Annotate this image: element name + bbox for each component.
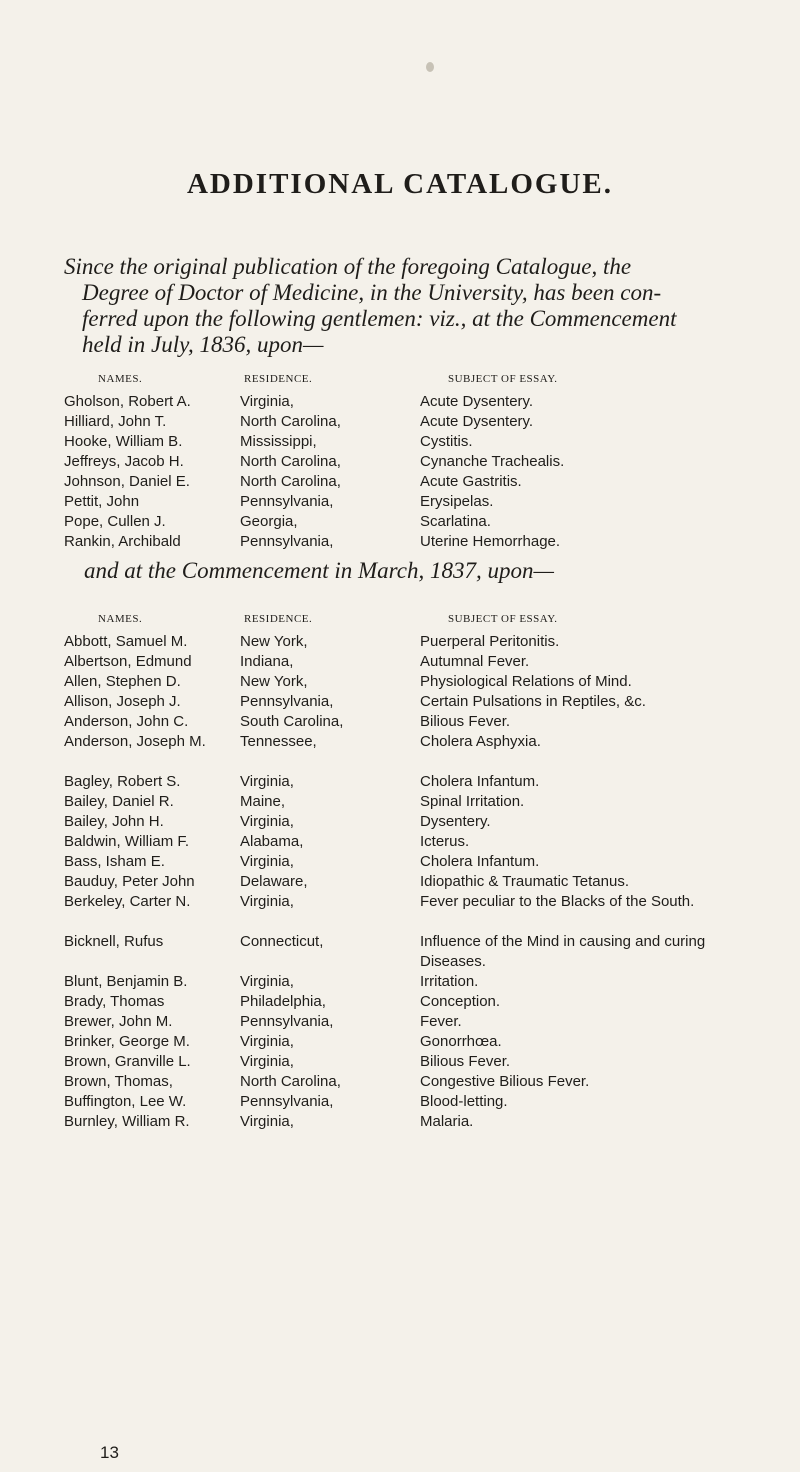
name-cell: Bailey, John H. bbox=[64, 813, 164, 830]
subject-cell: Certain Pulsations in Reptiles, &c. bbox=[420, 693, 646, 710]
residence-cell: Mississippi, bbox=[240, 433, 317, 450]
table-row bbox=[64, 1112, 734, 1132]
subject-cell: Uterine Hemorrhage. bbox=[420, 533, 561, 550]
name-cell: Albertson, Edmund bbox=[64, 653, 192, 670]
table-row bbox=[64, 972, 734, 992]
table-row bbox=[64, 472, 734, 492]
residence-cell: South Carolina, bbox=[240, 713, 344, 730]
table-row bbox=[64, 392, 734, 412]
table-row bbox=[64, 992, 734, 1012]
subject-cell: Congestive Bilious Fever. bbox=[420, 1073, 590, 1090]
name-cell: Anderson, John C. bbox=[64, 713, 189, 730]
column-header-residence: RESIDENCE. bbox=[244, 373, 313, 385]
table-row bbox=[64, 692, 734, 712]
subject-cell: Acute Dysentery. bbox=[420, 393, 534, 410]
table-row bbox=[64, 1072, 734, 1092]
intro-line: Since the original publication of the foregoing Catalogue, the bbox=[64, 254, 632, 279]
page-title: ADDITIONAL CATALOGUE. bbox=[186, 168, 614, 200]
table-row bbox=[64, 892, 734, 932]
residence-cell: Connecticut, bbox=[240, 933, 324, 950]
subject-cell: Cystitis. bbox=[420, 433, 473, 450]
subject-cell: Acute Gastritis. bbox=[420, 473, 522, 490]
subject-cell: Malaria. bbox=[420, 1113, 474, 1130]
name-cell: Anderson, Joseph M. bbox=[64, 733, 206, 750]
table-row bbox=[64, 432, 734, 452]
table-row bbox=[64, 492, 734, 512]
name-cell: Bicknell, Rufus bbox=[64, 933, 164, 950]
subject-cell: Irritation. bbox=[420, 973, 479, 990]
name-cell: Blunt, Benjamin B. bbox=[64, 973, 188, 990]
table-row bbox=[64, 412, 734, 432]
residence-cell: Delaware, bbox=[240, 873, 308, 890]
table-row bbox=[64, 652, 734, 672]
column-header-names: NAMES. bbox=[98, 373, 143, 385]
table-row bbox=[64, 732, 734, 752]
name-cell: Bagley, Robert S. bbox=[64, 773, 181, 790]
name-cell: Brinker, George M. bbox=[64, 1033, 190, 1050]
residence-cell: Pennsylvania, bbox=[240, 533, 334, 550]
name-cell: Brady, Thomas bbox=[64, 993, 165, 1010]
table-row bbox=[64, 812, 734, 832]
residence-cell: Georgia, bbox=[240, 513, 298, 530]
column-header-names: NAMES. bbox=[98, 613, 143, 625]
table-row bbox=[64, 1012, 734, 1032]
subject-cell: Icterus. bbox=[420, 833, 470, 850]
subject-cell: Cholera Infantum. bbox=[420, 853, 540, 870]
name-cell: Brown, Granville L. bbox=[64, 1053, 191, 1070]
residence-cell: North Carolina, bbox=[240, 453, 341, 470]
table-row bbox=[64, 1092, 734, 1112]
residence-cell: Pennsylvania, bbox=[240, 1093, 334, 1110]
subject-cell: Cynanche Trachealis. bbox=[420, 453, 565, 470]
residence-cell: Virginia, bbox=[240, 1033, 294, 1050]
column-header-residence: RESIDENCE. bbox=[244, 613, 313, 625]
intro-line: ferred upon the following gentlemen: viz., at the Commencement bbox=[82, 306, 677, 331]
intro-line: held in July, 1836, upon— bbox=[82, 332, 324, 357]
name-cell: Hilliard, John T. bbox=[64, 413, 167, 430]
name-cell: Bass, Isham E. bbox=[64, 853, 165, 870]
subject-cell: Bilious Fever. bbox=[420, 713, 511, 730]
name-cell: Brewer, John M. bbox=[64, 1013, 173, 1030]
name-cell: Pettit, John bbox=[64, 493, 140, 510]
name-cell: Pope, Cullen J. bbox=[64, 513, 166, 530]
intro-paragraph bbox=[64, 254, 764, 358]
subject-cell: Fever peculiar to the Blacks of the South. bbox=[420, 893, 695, 910]
table-row bbox=[64, 512, 734, 532]
residence-cell: Virginia, bbox=[240, 1053, 294, 1070]
table-row bbox=[64, 792, 734, 812]
section-heading-march-1837: and at the Commencement in March, 1837, upon— bbox=[84, 558, 554, 583]
subject-cell: Blood-letting. bbox=[420, 1093, 508, 1110]
page-smudge bbox=[426, 62, 434, 72]
residence-cell: Virginia, bbox=[240, 773, 294, 790]
roster-body bbox=[64, 392, 734, 552]
subject-cell: Cholera Infantum. bbox=[420, 773, 540, 790]
subject-cell: Acute Dysentery. bbox=[420, 413, 534, 430]
residence-cell: Pennsylvania, bbox=[240, 1013, 334, 1030]
subject-cell: Erysipelas. bbox=[420, 493, 494, 510]
name-cell: Allison, Joseph J. bbox=[64, 693, 181, 710]
subject-cell: Idiopathic & Traumatic Tetanus. bbox=[420, 873, 630, 890]
residence-cell: Virginia, bbox=[240, 973, 294, 990]
residence-cell: Pennsylvania, bbox=[240, 493, 334, 510]
name-cell: Johnson, Daniel E. bbox=[64, 473, 190, 490]
subject-cell: Cholera Asphyxia. bbox=[420, 733, 541, 750]
residence-cell: Tennessee, bbox=[240, 733, 317, 750]
table-row bbox=[64, 712, 734, 732]
subject-cell: Spinal Irritation. bbox=[420, 793, 525, 810]
name-cell: Allen, Stephen D. bbox=[64, 673, 181, 690]
table-row bbox=[64, 832, 734, 852]
table-row bbox=[64, 1052, 734, 1072]
subject-cell: Scarlatina. bbox=[420, 513, 491, 530]
residence-cell: North Carolina, bbox=[240, 413, 341, 430]
subject-cell: Dysentery. bbox=[420, 813, 491, 830]
subject-cell: Conception. bbox=[420, 993, 501, 1010]
name-cell: Bailey, Daniel R. bbox=[64, 793, 174, 810]
name-cell: Brown, Thomas, bbox=[64, 1073, 173, 1090]
residence-cell: Virginia, bbox=[240, 1113, 294, 1130]
name-cell: Jeffreys, Jacob H. bbox=[64, 453, 184, 470]
residence-cell: Virginia, bbox=[240, 893, 294, 910]
intro-line: Degree of Doctor of Medicine, in the University, has been con- bbox=[82, 280, 662, 305]
table-row bbox=[64, 1032, 734, 1052]
subject-cell: Influence of the Mind in causing and curing Diseases. bbox=[420, 933, 706, 970]
name-cell: Bauduy, Peter John bbox=[64, 873, 195, 890]
name-cell: Gholson, Robert A. bbox=[64, 393, 191, 410]
residence-cell: Virginia, bbox=[240, 393, 294, 410]
subject-cell: Bilious Fever. bbox=[420, 1053, 511, 1070]
residence-cell: North Carolina, bbox=[240, 473, 341, 490]
residence-cell: New York, bbox=[240, 633, 308, 650]
column-header-subject: SUBJECT OF ESSAY. bbox=[448, 613, 558, 625]
roster-body bbox=[64, 632, 734, 1132]
residence-cell: New York, bbox=[240, 673, 308, 690]
table-row bbox=[64, 932, 734, 972]
name-cell: Hooke, William B. bbox=[64, 433, 183, 450]
column-header-subject: SUBJECT OF ESSAY. bbox=[448, 373, 558, 385]
residence-cell: Virginia, bbox=[240, 853, 294, 870]
residence-cell: North Carolina, bbox=[240, 1073, 341, 1090]
table-row bbox=[64, 872, 734, 892]
residence-cell: Philadelphia, bbox=[240, 993, 326, 1010]
table-row bbox=[64, 452, 734, 472]
table-row bbox=[64, 852, 734, 872]
name-cell: Baldwin, William F. bbox=[64, 833, 190, 850]
residence-cell: Indiana, bbox=[240, 653, 294, 670]
roster-table-july-1836 bbox=[64, 372, 734, 552]
name-cell: Berkeley, Carter N. bbox=[64, 893, 191, 910]
table-row bbox=[64, 772, 734, 792]
name-cell: Rankin, Archibald bbox=[64, 533, 181, 550]
residence-cell: Maine, bbox=[240, 793, 286, 810]
table-row bbox=[64, 532, 734, 552]
subject-cell: Gonorrhœa. bbox=[420, 1033, 502, 1050]
subject-cell: Puerperal Peritonitis. bbox=[420, 633, 560, 650]
name-cell: Abbott, Samuel M. bbox=[64, 633, 188, 650]
subject-cell: Autumnal Fever. bbox=[420, 653, 530, 670]
subject-cell: Physiological Relations of Mind. bbox=[420, 673, 632, 690]
residence-cell: Virginia, bbox=[240, 813, 294, 830]
table-row bbox=[64, 672, 734, 692]
name-cell: Burnley, William R. bbox=[64, 1113, 190, 1130]
page-number: 13 bbox=[100, 1443, 119, 1462]
table-row bbox=[64, 632, 734, 652]
residence-cell: Pennsylvania, bbox=[240, 693, 334, 710]
group-spacer bbox=[64, 752, 734, 772]
roster-table-march-1837 bbox=[64, 612, 734, 1132]
subject-cell: Fever. bbox=[420, 1013, 462, 1030]
residence-cell: Alabama, bbox=[240, 833, 304, 850]
name-cell: Buffington, Lee W. bbox=[64, 1093, 187, 1110]
